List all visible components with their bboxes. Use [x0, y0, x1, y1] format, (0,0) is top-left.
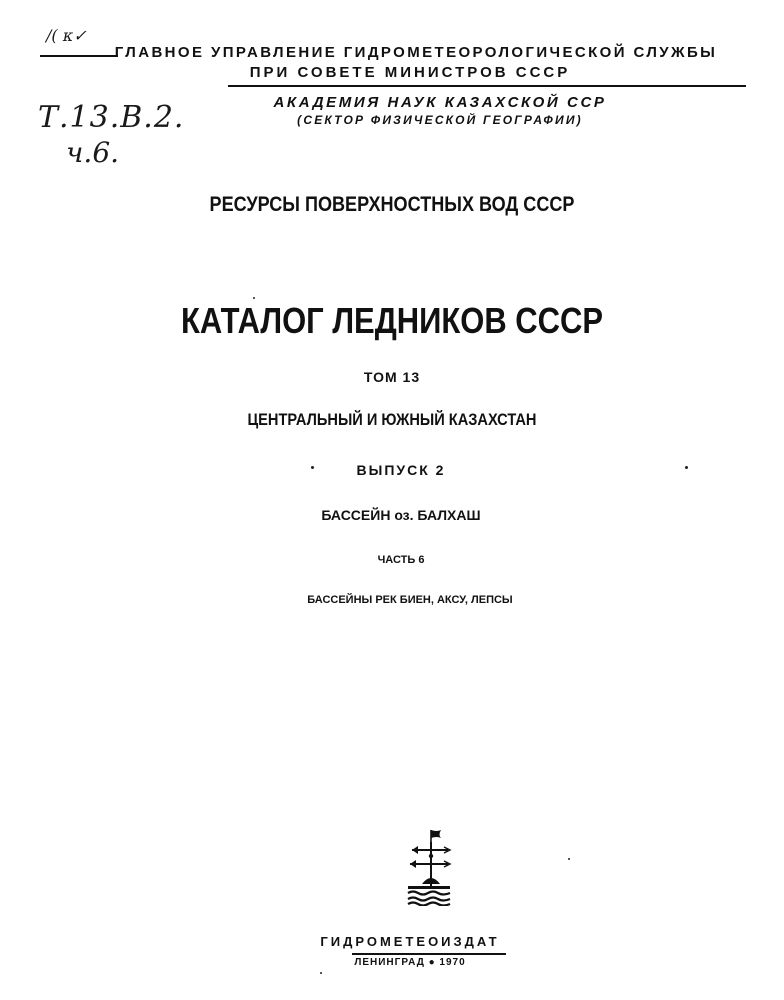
header-line-2: ПРИ СОВЕТЕ МИНИСТРОВ СССР — [249, 64, 571, 81]
basin-title: БАССЕЙН оз. БАЛХАШ — [321, 507, 481, 523]
publisher-rule — [352, 953, 506, 955]
region-title: ЦЕНТРАЛЬНЫЙ И ЮЖНЫЙ КАЗАХСТАН — [247, 410, 537, 429]
rivers-title: БАССЕЙНЫ РЕК БИЕН, АКСУ, ЛЕПСЫ — [307, 594, 513, 606]
publisher-name: ГИДРОМЕТЕОИЗДАТ — [320, 934, 500, 949]
speck — [311, 466, 314, 469]
volume-number: ТОМ 13 — [363, 369, 421, 385]
speck — [685, 466, 688, 469]
speck — [320, 972, 322, 974]
speck — [568, 858, 570, 860]
academy-sector: (СЕКТОР ФИЗИЧЕСКОЙ ГЕОГРАФИИ) — [297, 113, 583, 127]
handwritten-part-ref: ч.6. — [66, 136, 120, 169]
header-rule — [228, 85, 746, 87]
issue-number: ВЫПУСК 2 — [356, 462, 446, 478]
part-number: ЧАСТЬ 6 — [377, 554, 425, 566]
handwritten-volume-ref: Т.13.В.2. — [38, 100, 185, 135]
main-title: КАТАЛОГ ЛЕДНИКОВ СССР — [180, 300, 604, 341]
speck — [253, 297, 255, 299]
weather-vane-icon — [404, 826, 454, 906]
header-line-1: ГЛАВНОЕ УПРАВЛЕНИЕ ГИДРОМЕТЕОРОЛОГИЧЕСКОЙ СЛУЖБЫ — [114, 44, 718, 61]
handwritten-top-mark: /( κ✓ — [46, 26, 87, 45]
series-title: РЕСУРСЫ ПОВЕРХНОСТНЫХ ВОД СССР — [209, 193, 575, 216]
publisher-imprint: ЛЕНИНГРАД ● 1970 — [354, 957, 466, 968]
academy-name: АКАДЕМИЯ НАУК КАЗАХСКОЙ ССР — [273, 94, 607, 111]
